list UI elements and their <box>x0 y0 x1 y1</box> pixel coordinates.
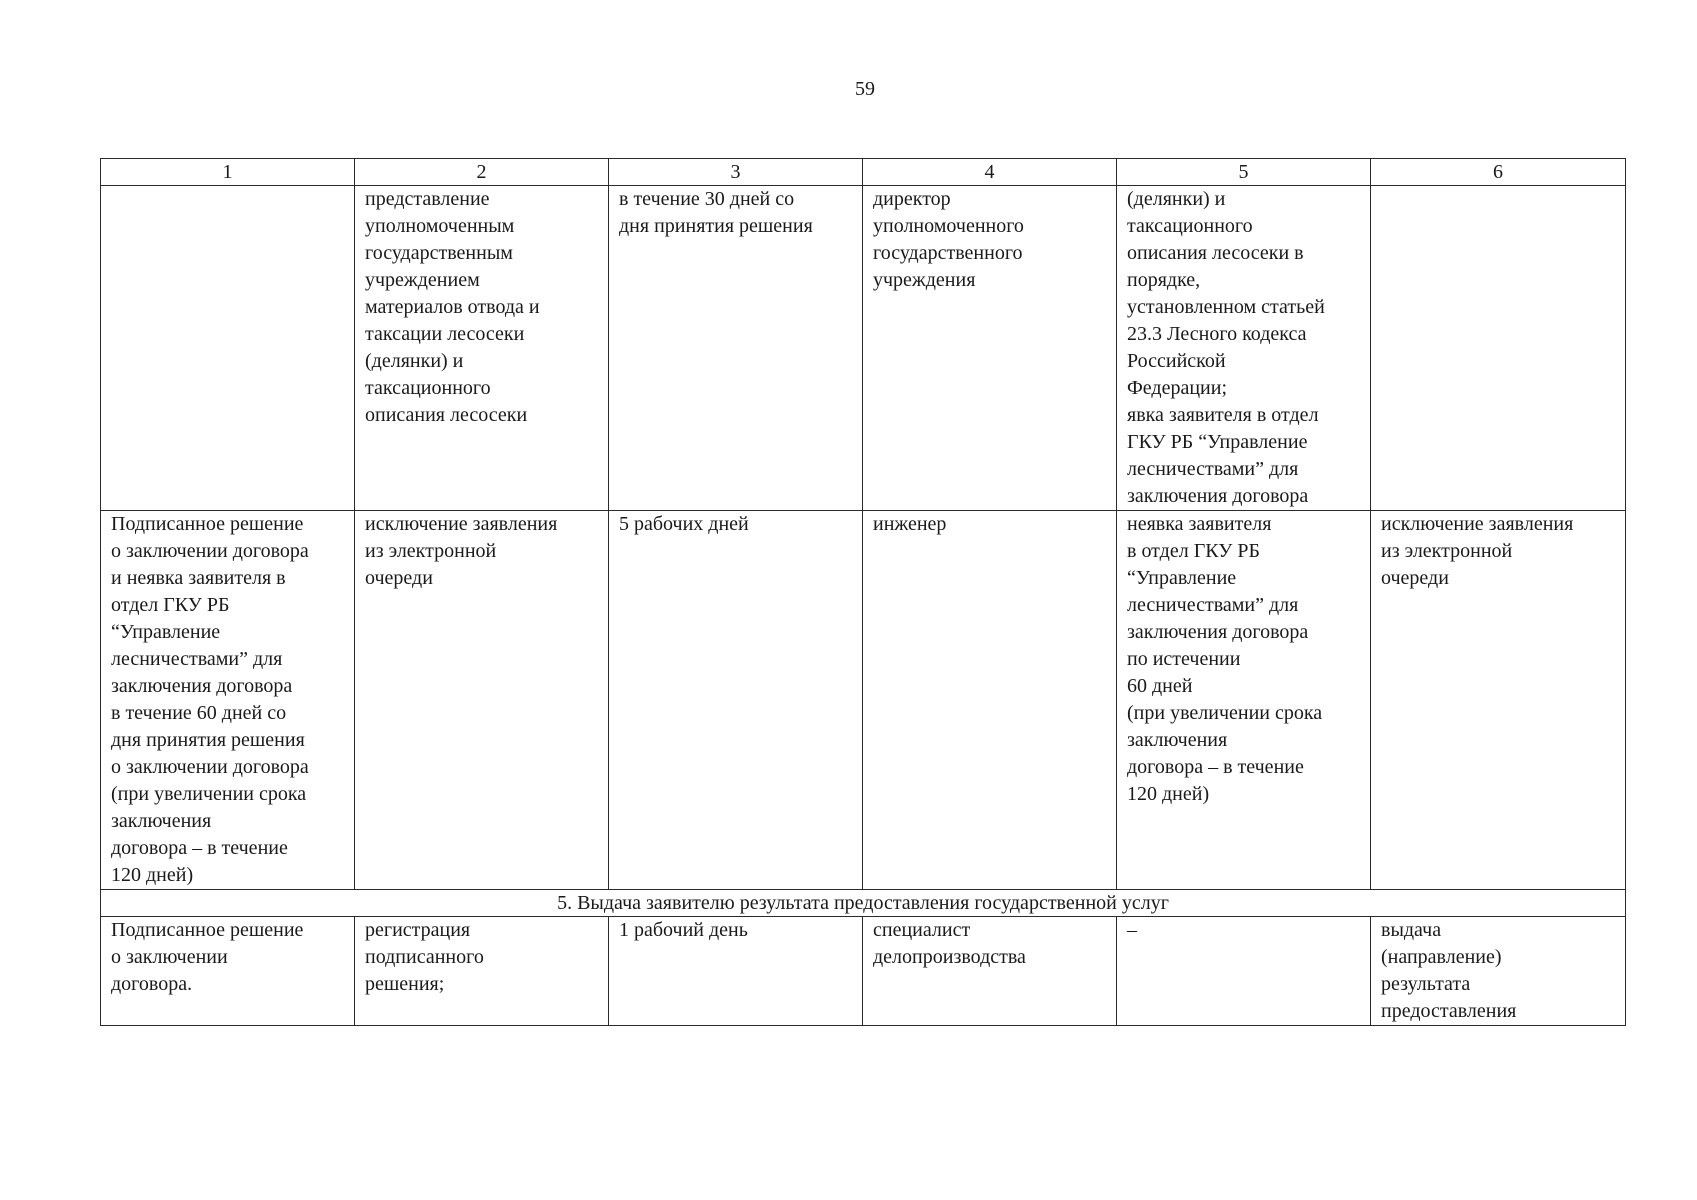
table-cell: неявка заявителя в отдел ГКУ РБ “Управление лесничествами” для заключения договора по истечении 60 дней (при увеличении срока заключения договора – в течение 120 дней) <box>1117 511 1371 890</box>
table-row <box>101 186 1626 511</box>
column-number: 4 <box>863 159 1117 186</box>
section-heading-row <box>101 890 1626 917</box>
column-number: 1 <box>101 159 355 186</box>
table-cell: представление уполномоченным государственным учреждением материалов отвода и таксации лесосеки (делянки) и таксационного описания лесосеки <box>355 186 609 511</box>
table-cell: директор уполномоченного государственного учреждения <box>863 186 1117 511</box>
table-cell: исключение заявления из электронной очереди <box>355 511 609 890</box>
table-cell <box>101 186 355 511</box>
table-cell <box>1371 186 1626 511</box>
table-cell: инженер <box>863 511 1117 890</box>
table-row <box>101 917 1626 1026</box>
column-number-row <box>101 159 1626 186</box>
table-cell: выдача (направление) результата предоставления <box>1371 917 1626 1026</box>
column-number: 3 <box>609 159 863 186</box>
page-number: 59 <box>855 78 875 100</box>
table-cell: в течение 30 дней со дня принятия решения <box>609 186 863 511</box>
table-cell: 5 рабочих дней <box>609 511 863 890</box>
procedure-table <box>100 158 1626 1026</box>
table-cell: – <box>1117 917 1371 1026</box>
table-cell: Подписанное решение о заключении договора и неявка заявителя в отдел ГКУ РБ “Управление лесничествами” для заключения договора в течение 60 дней со дня принятия решения о заключении договора (при увеличении срока заключения договора – в течение 120 дней) <box>101 511 355 890</box>
column-number: 5 <box>1117 159 1371 186</box>
section-title: 5. Выдача заявителю результата предоставления государственной услуг <box>101 890 1626 917</box>
table-row <box>101 511 1626 890</box>
table-cell: 1 рабочий день <box>609 917 863 1026</box>
column-number: 6 <box>1371 159 1626 186</box>
table-cell: регистрация подписанного решения; <box>355 917 609 1026</box>
table-cell: исключение заявления из электронной очереди <box>1371 511 1626 890</box>
table-cell: специалист делопроизводства <box>863 917 1117 1026</box>
table-cell: Подписанное решение о заключении договора. <box>101 917 355 1026</box>
column-number: 2 <box>355 159 609 186</box>
table-cell: (делянки) и таксационного описания лесосеки в порядке, установленном статьей 23.3 Лесного кодекса Российской Федерации; явка заявителя в отдел ГКУ РБ “Управление лесничествами” для заключения договора <box>1117 186 1371 511</box>
